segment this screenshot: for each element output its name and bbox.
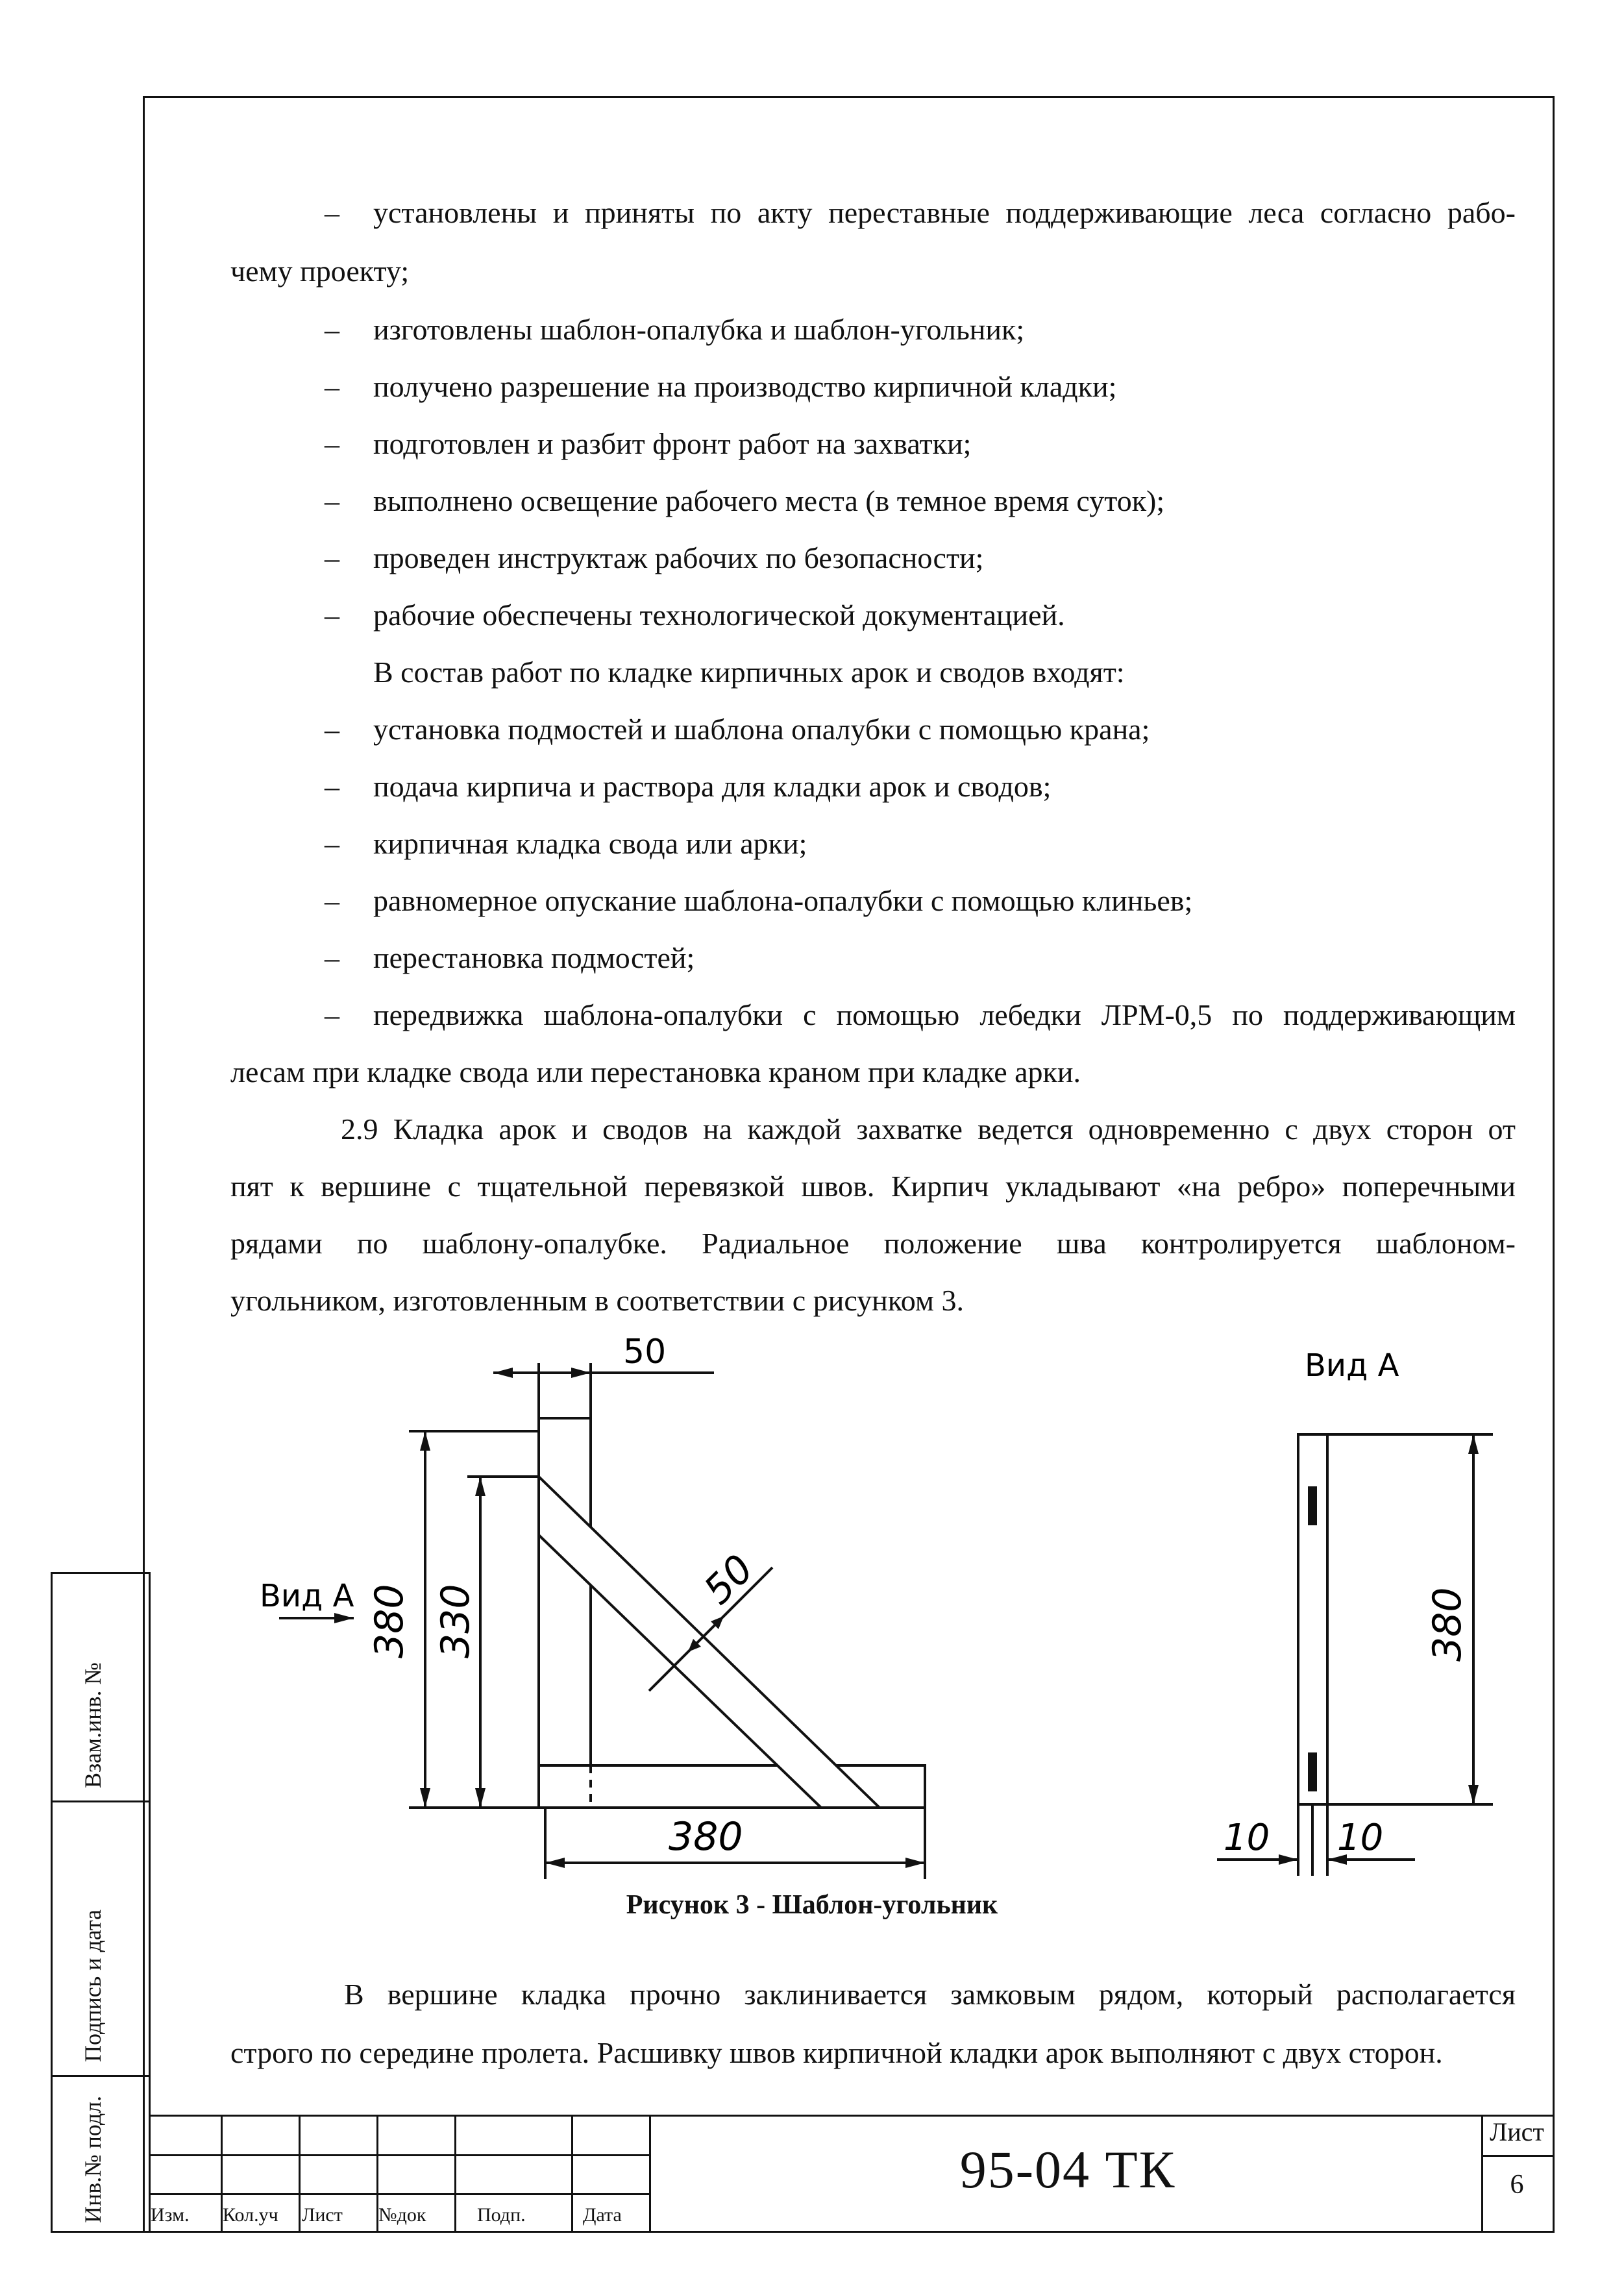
figure-caption: Рисунок 3 - Шаблон-угольник xyxy=(626,1890,998,1920)
dim-diagonal: 50 xyxy=(695,1546,763,1614)
body-line: кирпичная кладка свода или арки; xyxy=(373,827,807,860)
body-line: подача кирпича и раствора для кладки арок и сводов; xyxy=(373,770,1052,803)
dim-inner-height: 330 xyxy=(433,1584,478,1658)
side-cell-inv xyxy=(51,2075,151,2233)
tb-col-izm: Изм. xyxy=(151,2204,190,2226)
body-line: В вершине кладка прочно заклинивается замковым рядом, который располагается xyxy=(344,1978,1516,2011)
side-label-podpis: Подпись и дата xyxy=(80,1910,106,2062)
tb-col-kol: Кол.уч xyxy=(223,2204,278,2226)
sheet-label: Лист xyxy=(1490,2117,1544,2146)
dim-outer-height: 380 xyxy=(367,1584,412,1658)
body-line: выполнено освещение рабочего места (в темное время суток); xyxy=(373,484,1165,517)
body-line: В состав работ по кладке кирпичных арок и сводов входят: xyxy=(373,656,1125,689)
tb-col-list: Лист xyxy=(302,2204,343,2226)
body-line: рабочие обеспечены технологической документацией. xyxy=(373,598,1065,632)
list-dash: – xyxy=(325,941,339,974)
list-dash: – xyxy=(325,541,339,574)
side-cell-vzam xyxy=(51,1572,151,1802)
list-dash: – xyxy=(325,827,339,860)
list-dash: – xyxy=(325,196,339,229)
side-dim-left: 10 xyxy=(1224,1817,1270,1859)
body-line: пят к вершине с тщательной перевязкой швов. Кирпич укладывают «на ребро» поперечными xyxy=(230,1170,1516,1203)
body-line: передвижка шаблона-опалубки с помощью лебедки ЛРМ-0,5 по поддерживающим xyxy=(373,998,1516,1031)
dim-top-50: 50 xyxy=(623,1333,667,1371)
body-line: установка подмостей и шаблона опалубки с помощью крана; xyxy=(373,713,1150,746)
list-dash: – xyxy=(325,484,339,517)
side-label-vzam: Взам.инв. № xyxy=(80,1662,106,1788)
side-dim-height: 380 xyxy=(1425,1587,1470,1662)
list-dash: – xyxy=(325,370,339,403)
side-dim-right: 10 xyxy=(1337,1817,1384,1859)
body-line: лесам при кладке свода или перестановка краном при кладке арки. xyxy=(230,1055,1081,1088)
body-line: установлены и приняты по акту переставные поддерживающие леса согласно рабо- xyxy=(373,196,1516,229)
vertical-bar xyxy=(539,1418,591,1765)
body-line: равномерное опускание шаблона-опалубки с помощью клиньев; xyxy=(373,884,1193,917)
list-dash: – xyxy=(325,427,339,460)
body-line: рядами по шаблону-опалубке. Радиальное положение шва контролируется шаблоном- xyxy=(230,1227,1516,1260)
body-line: подготовлен и разбит фронт работ на захватки; xyxy=(373,427,972,460)
body-line: получено разрешение на производство кирпичной кладки; xyxy=(373,370,1117,403)
list-dash: – xyxy=(325,770,339,803)
tb-col-data: Дата xyxy=(583,2204,622,2226)
body-line: чему проекту; xyxy=(230,254,410,288)
list-dash: – xyxy=(325,598,339,632)
body-line: угольником, изготовленным в соответствии с рисунком 3. xyxy=(230,1284,965,1317)
body-line: проведен инструктаж рабочих по безопасности; xyxy=(373,541,984,574)
document-code: 95-04 ТК xyxy=(959,2140,1176,2199)
dim-base: 380 xyxy=(669,1814,743,1860)
tb-col-podp: Подп. xyxy=(477,2204,526,2226)
list-dash: – xyxy=(325,884,339,917)
list-dash: – xyxy=(325,998,339,1031)
body-line: перестановка подмостей; xyxy=(373,941,695,974)
body-line: изготовлены шаблон-опалубка и шаблон-угольник; xyxy=(373,313,1025,346)
body-line: строго по середине пролета. Расшивку швов кирпичной кладки арок выполняют с двух сторон. xyxy=(230,2036,1443,2069)
view-label-left: Вид А xyxy=(260,1578,354,1614)
side-label-inv: Инв.№ подл. xyxy=(80,2095,106,2223)
body-line: 2.9 Кладка арок и сводов на каждой захватке ведется одновременно с двух сторон от xyxy=(341,1112,1516,1146)
side-cell-podpis xyxy=(51,1801,151,2077)
sheet-number: 6 xyxy=(1510,2170,1524,2200)
tb-col-ndok: №док xyxy=(378,2204,426,2226)
list-dash: – xyxy=(325,313,339,346)
view-label-right: Вид А xyxy=(1305,1347,1399,1384)
list-dash: – xyxy=(325,713,339,746)
